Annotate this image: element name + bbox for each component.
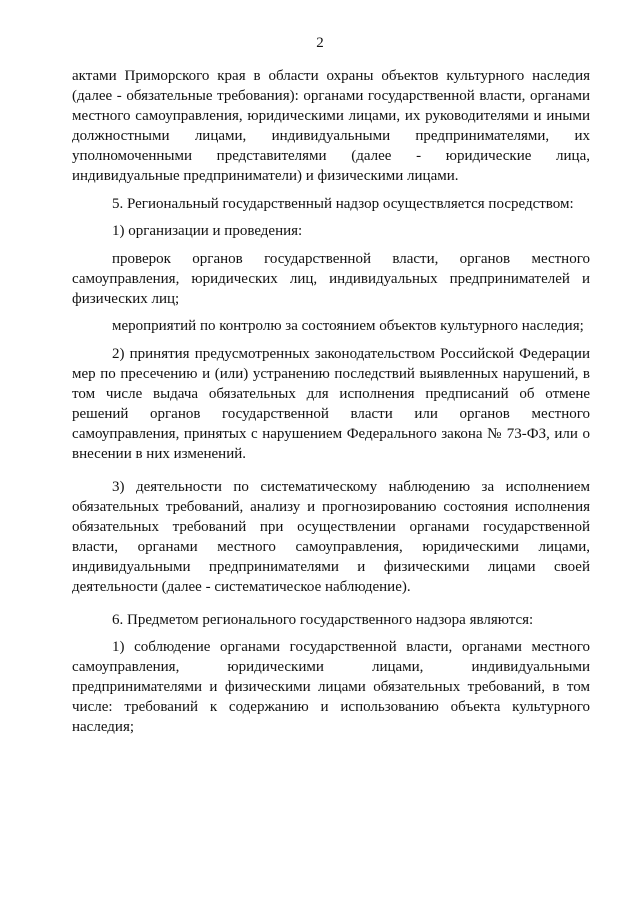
text-line: 1) соблюдение органами государственной власти, органами местного xyxy=(112,639,590,655)
text-line: индивидуальные предприниматели) и физическими лицами. xyxy=(72,168,459,184)
text-line: самоуправления, юридических лиц, индивидуальных предпринимателей и xyxy=(72,270,590,287)
text-line: наследия; xyxy=(72,719,135,735)
paragraph-5-3 xyxy=(72,477,590,597)
text-line: физических лиц; xyxy=(72,290,180,307)
text-line: проверок органов государственной власти, органов местного xyxy=(112,250,590,267)
paragraph-5-2 xyxy=(72,344,590,464)
text-line: деятельности (далее - систематическое наблюдение). xyxy=(72,578,411,595)
text-line: должностными лицами, индивидуальными предпринимателями, их xyxy=(72,128,590,144)
text-line: уполномоченными представителями (далее - юридические лица, xyxy=(72,148,590,164)
paragraph-5-1 xyxy=(72,221,590,241)
page-number: 2 xyxy=(316,35,324,51)
paragraph-5 xyxy=(72,194,590,214)
text-line: 1) организации и проведения: xyxy=(112,223,303,239)
text-line: обязательных требований, анализу и прогнозированию состояния исполнения xyxy=(72,498,590,515)
text-line: том числе выдача обязательных для исполнения предписаний об отмене xyxy=(72,385,590,402)
text-line: обязательных требований при осуществлении органами государственной xyxy=(72,518,590,535)
paragraph-continuation xyxy=(72,66,590,186)
text-line: мер по пресечению и (или) устранению последствий выявленных нарушений, в xyxy=(72,365,590,382)
text-line: власти, органами местного самоуправления, юридическими лицами, xyxy=(72,538,590,555)
text-line: 2) принятия предусмотренных законодательством Российской Федерации xyxy=(112,345,590,362)
text-line: мероприятий по контролю за состоянием объектов культурного наследия; xyxy=(112,318,584,334)
text-line: (далее - обязательные требования): органами государственной власти, органами xyxy=(72,88,590,104)
text-line: 6. Предметом регионального государственного надзора являются: xyxy=(112,611,534,628)
paragraph-6 xyxy=(72,610,590,630)
text-line: решений органов государственной власти или органов местного xyxy=(72,405,590,422)
text-line: 3) деятельности по систематическому наблюдению за исполнением xyxy=(112,478,590,495)
document-body xyxy=(72,66,590,745)
text-line: числе: требований к содержанию и использованию объекта культурного xyxy=(72,699,590,715)
text-line: самоуправления, принятых с нарушением Федерального закона № 73-ФЗ, или о xyxy=(72,425,590,442)
text-line: индивидуальными предпринимателями и физическими лицами своей xyxy=(72,558,590,575)
paragraph-6-1 xyxy=(72,637,590,737)
text-line: актами Приморского края в области охраны объектов культурного наследия xyxy=(72,68,590,84)
paragraph-control-measures xyxy=(72,316,590,336)
text-line: предпринимателями и физическими лицами обязательных требований, в том xyxy=(72,679,590,695)
paragraph-inspections xyxy=(72,249,590,309)
text-line: местного самоуправления, юридическими лицами, их руководителями и иными xyxy=(72,108,590,124)
text-line: внесении в них изменений. xyxy=(72,445,247,462)
text-line: 5. Региональный государственный надзор осуществляется посредством: xyxy=(112,195,574,212)
text-line: самоуправления, юридическими лицами, индивидуальными xyxy=(72,659,590,675)
